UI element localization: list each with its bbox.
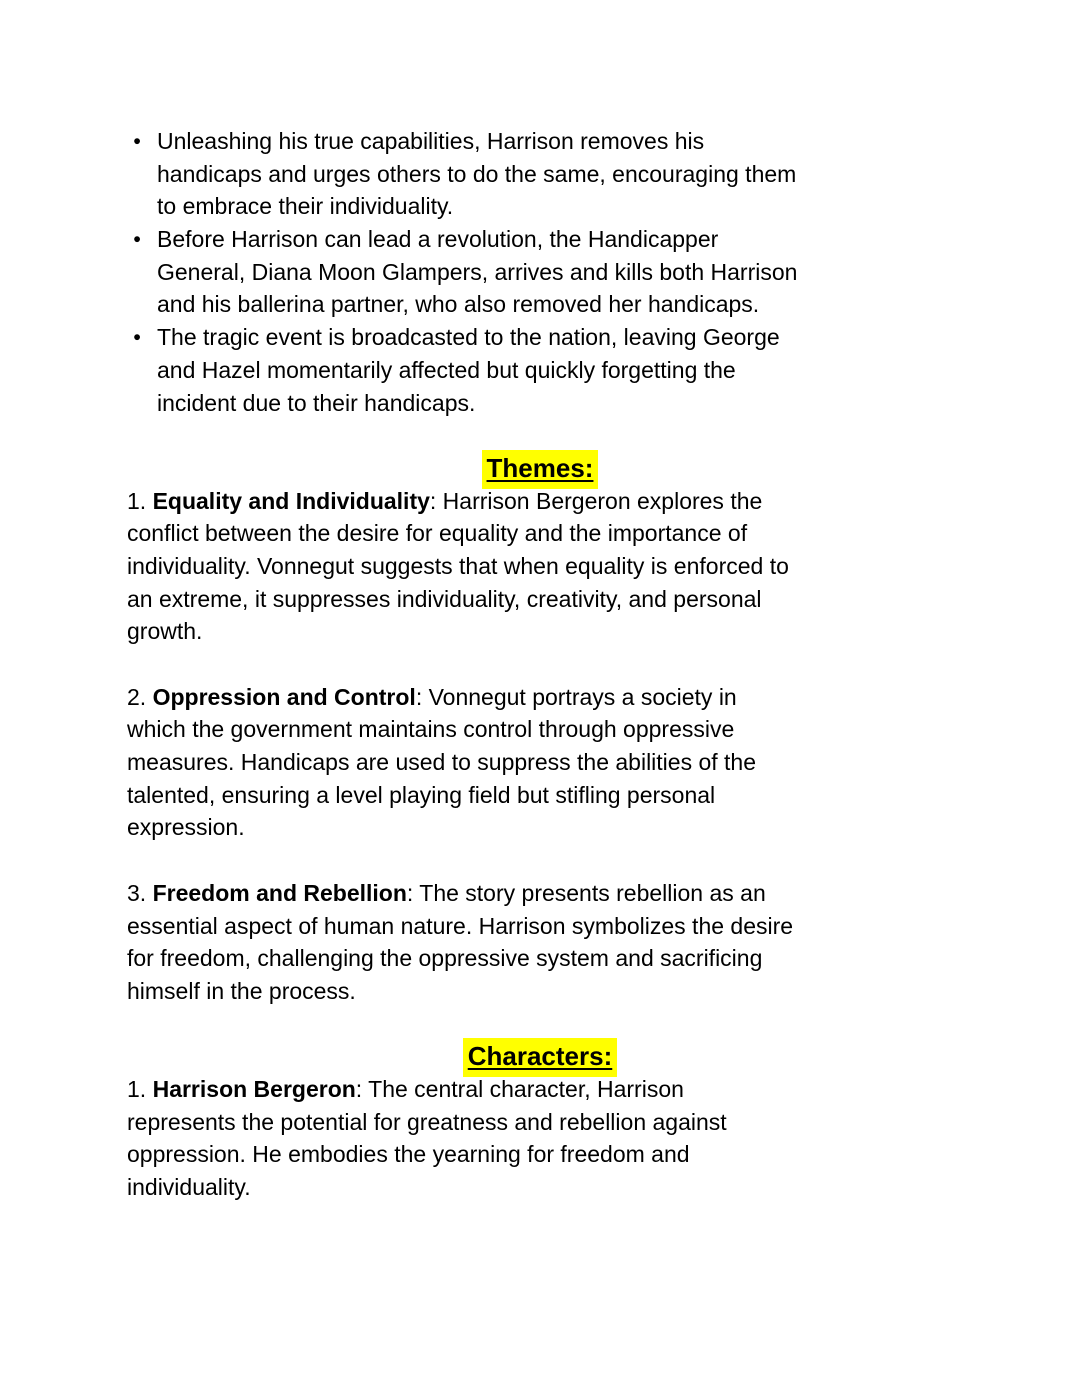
text-line: expression. <box>127 814 245 841</box>
highlighted-heading-text: Characters: <box>463 1038 618 1077</box>
paragraph-first-line-rest: : The central character, Harrison <box>355 1075 684 1102</box>
numbered-paragraph <box>127 681 953 844</box>
text-line: incident due to their handicaps. <box>157 389 476 416</box>
bullet-item <box>127 125 953 223</box>
bullet-item <box>127 223 953 321</box>
bullet-list <box>127 125 953 419</box>
bullet-icon: ● <box>133 231 142 247</box>
text-line: which the government maintains control through oppressive <box>127 716 735 743</box>
paragraph-number: 2. <box>127 683 153 710</box>
text-line: handicaps and urges others to do the same, encouraging them <box>157 160 797 187</box>
text-line: measures. Handicaps are used to suppress the abilities of the <box>127 749 757 776</box>
paragraph-bold-title: Freedom and Rebellion <box>152 879 407 906</box>
numbered-paragraph <box>127 1073 953 1204</box>
blank-line <box>127 1008 953 1041</box>
text-line: to embrace their individuality. <box>157 193 454 220</box>
blank-line <box>127 419 953 452</box>
paragraph-bold-title: Oppression and Control <box>152 683 416 710</box>
text-line <box>127 485 953 518</box>
blank-line <box>127 844 953 877</box>
text-line <box>127 1073 953 1106</box>
bullet-item-text <box>157 321 953 419</box>
text-line: an extreme, it suppresses individuality, creativity, and personal <box>127 585 762 612</box>
themes-heading <box>127 452 953 485</box>
text-line: Unleashing his true capabilities, Harrison removes his <box>157 128 705 154</box>
text-line: individuality. Vonnegut suggests that when equality is enforced to <box>127 552 789 579</box>
paragraph-bold-title: Equality and Individuality <box>152 487 430 514</box>
text-line: for freedom, challenging the oppressive system and sacrificing <box>127 945 763 972</box>
text-line: Before Harrison can lead a revolution, the Handicapper <box>157 226 719 253</box>
numbered-paragraph <box>127 485 953 648</box>
highlighted-heading-text: Themes: <box>482 450 599 489</box>
numbered-paragraph <box>127 877 953 1008</box>
paragraph-number: 1. <box>127 487 153 514</box>
text-line <box>127 877 953 910</box>
bullet-item <box>127 321 953 419</box>
paragraph-first-line-rest: : Vonnegut portrays a society in <box>415 683 737 710</box>
bullet-icon: ● <box>133 133 142 148</box>
bullet-icon: ● <box>133 329 142 345</box>
text-line: essential aspect of human nature. Harrison symbolizes the desire <box>127 912 794 939</box>
text-line: talented, ensuring a level playing field but stifling personal <box>127 781 716 808</box>
text-line: himself in the process. <box>127 977 356 1004</box>
paragraph-first-line-rest: : Harrison Bergeron explores the <box>429 487 763 514</box>
text-line: individuality. <box>127 1174 251 1200</box>
characters-heading <box>127 1040 953 1073</box>
text-line: oppression. He embodies the yearning for freedom and <box>127 1141 690 1168</box>
bullet-item-text <box>157 125 953 223</box>
document-content <box>127 125 953 1204</box>
bullet-item-text <box>157 223 953 321</box>
text-line: and Hazel momentarily affected but quickly forgetting the <box>157 356 736 383</box>
text-line: General, Diana Moon Glampers, arrives and kills both Harrison <box>157 258 798 285</box>
paragraph-bold-title: Harrison Bergeron <box>152 1075 356 1102</box>
paragraph-number: 1. <box>127 1075 153 1102</box>
paragraph-first-line-rest: : The story presents rebellion as an <box>406 879 766 906</box>
text-line: The tragic event is broadcasted to the nation, leaving George <box>157 324 780 351</box>
text-line: growth. <box>127 618 203 645</box>
text-line: conflict between the desire for equality and the importance of <box>127 520 748 547</box>
paragraph-number: 3. <box>127 879 153 906</box>
text-line: represents the potential for greatness and rebellion against <box>127 1108 727 1135</box>
text-line <box>127 681 953 714</box>
text-line: and his ballerina partner, who also removed her handicaps. <box>157 291 760 318</box>
blank-line <box>127 648 953 681</box>
